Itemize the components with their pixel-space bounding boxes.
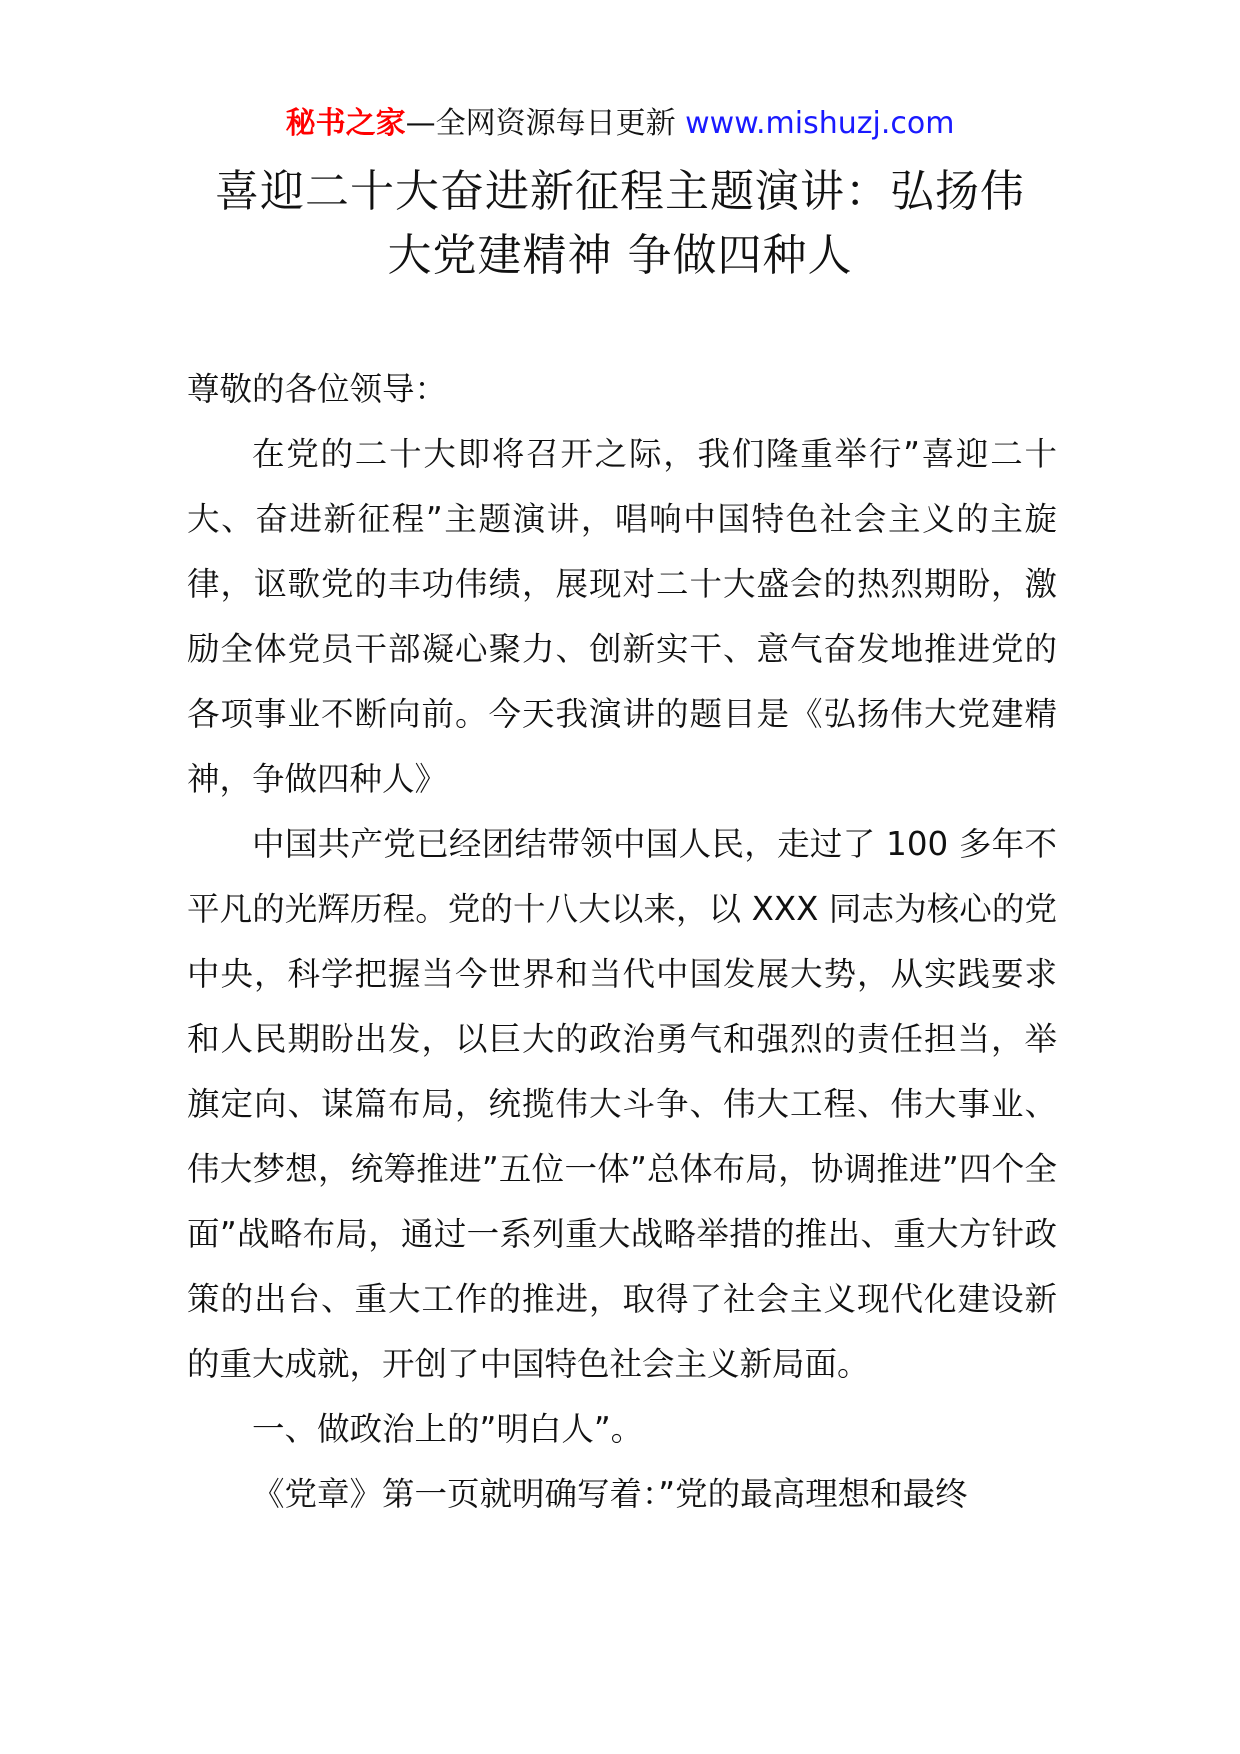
body-paragraph: 中国共产党已经团结带领中国人民，走过了 100 多年不平凡的光辉历程。党的十八大以来，以 XXX 同志为核心的党中央，科学把握当今世界和当代中国发展大势，从实践要求和人民期盼出发，以巨大的政治勇气和强烈的责任担当，举旗定向、谋篇布局，统揽伟大斗争、伟大工程、伟大事业、伟大梦想，统筹推进”五位一体”总体布局，协调推进”四个全面”战略布局，通过一系列重大战略举措的推出、重大方针政策的出台、重大工作的推进，取得了社会主义现代化建设新的重大成就，开创了中国特色社会主义新局面。	[187, 825, 1057, 1383]
site-url-link[interactable]: www.mishuzj.com	[685, 106, 955, 141]
body-paragraph: 在党的二十大即将召开之际，我们隆重举行”喜迎二十大、奋进新征程”主题演讲，唱响中国特色社会主义的主旋律，讴歌党的丰功伟绩，展现对二十大盛会的热烈期盼，激励全体党员干部凝心聚力、创新实干、意气奋发地推进党的各项事业不断向前。今天我演讲的题目是《弘扬伟大党建精神，争做四种人》	[187, 435, 1057, 798]
title-line-1: 喜迎二十大奋进新征程主题演讲：弘扬伟	[215, 166, 1025, 217]
section-heading: 一、做政治上的”明白人”。	[252, 1410, 644, 1448]
title-line-2: 大党建精神 争做四种人	[387, 230, 853, 281]
salutation: 尊敬的各位领导：	[187, 370, 448, 408]
document-body	[187, 357, 1057, 1527]
body-paragraph: 《党章》第一页就明确写着：”党的最高理想和最终	[252, 1475, 968, 1513]
brand-name: 秘书之家	[285, 106, 406, 141]
document-title	[160, 160, 1080, 288]
header-tagline: —全网资源每日更新	[405, 106, 686, 141]
site-header	[0, 100, 1240, 148]
